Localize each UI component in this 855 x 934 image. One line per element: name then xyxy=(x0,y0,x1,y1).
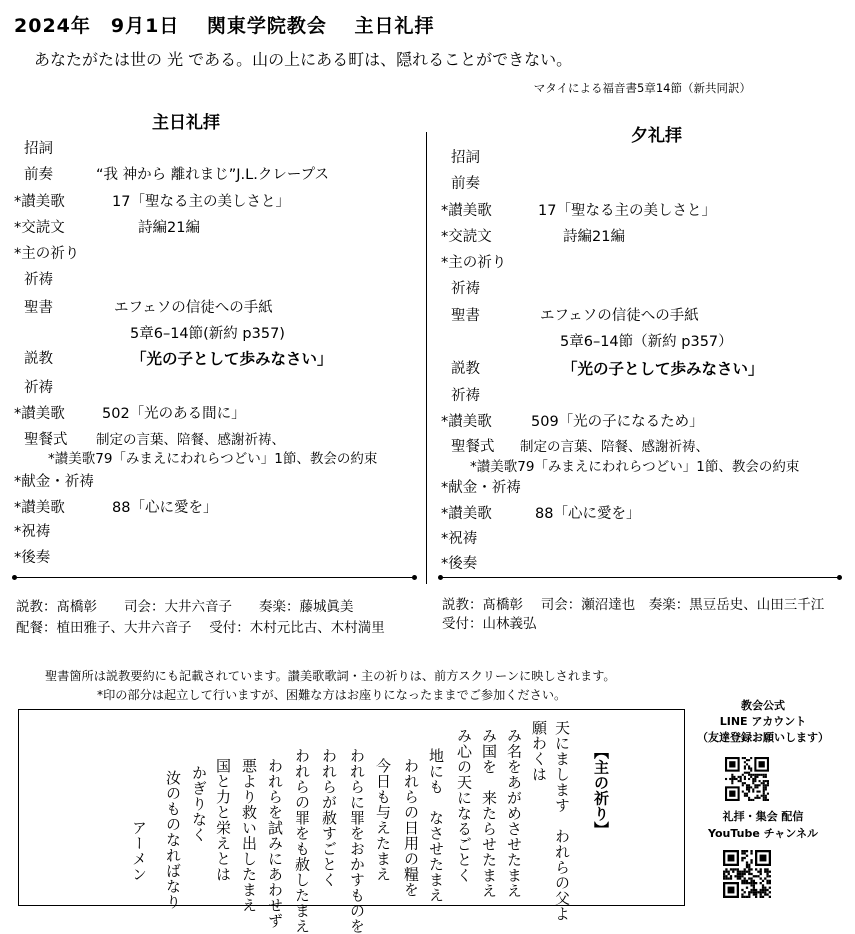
youtube-qr-code-icon[interactable] xyxy=(723,850,771,898)
side-label-line: YouTube チャンネル xyxy=(708,827,818,840)
morning-order-value: エフェソの信徒への手紙 xyxy=(114,300,273,316)
rule-dot xyxy=(12,575,17,580)
side-label-line: LINE アカウント xyxy=(719,715,807,728)
lords-prayer-line: われらの罪をも赦したまえ xyxy=(293,748,311,934)
lords-prayer-line: 今日も与えたまえ xyxy=(374,758,392,882)
lords-prayer-box xyxy=(18,709,685,934)
evening-order-label: *讃美歌 xyxy=(441,506,492,522)
morning-staff-line1: 説教：髙橋彰 司会：大井六音子 奏楽：藤城眞美 xyxy=(16,599,354,615)
evening-order-value: エフェソの信徒への手紙 xyxy=(540,308,699,324)
lords-prayer-line: み心の天になるごとく xyxy=(455,728,473,883)
lords-prayer-line: 悪より救い出したまえ xyxy=(240,758,258,913)
morning-order-label: *讃美歌 xyxy=(14,406,65,422)
evening-order-label: *献金・祈祷 xyxy=(441,480,521,496)
evening-rule xyxy=(442,577,840,578)
morning-order-label: *献金・祈祷 xyxy=(14,474,94,490)
morning-order-label: 招詞 xyxy=(24,141,53,157)
line-account-text xyxy=(678,698,848,746)
morning-order-label: 祈祷 xyxy=(24,272,53,288)
lords-prayer-line: 国と力と栄えとは xyxy=(214,758,232,882)
evening-order-value: *讃美歌79「みまえにわれらつどい」1節、教会の約束 xyxy=(470,459,800,475)
evening-order-label: *祝祷 xyxy=(441,531,478,547)
morning-order-label: 説教 xyxy=(24,351,53,367)
morning-order-value: 詩編21編 xyxy=(138,220,200,236)
evening-order-value: 5章6–14節（新約 p357） xyxy=(560,334,733,350)
lords-prayer-line: み名をあがめさせたまえ xyxy=(505,728,523,899)
evening-order-value: 詩編21編 xyxy=(563,229,625,245)
lords-prayer-line: 地にも なさせたまえ xyxy=(427,748,445,903)
morning-order-value: 5章6–14節(新約 p357) xyxy=(130,326,285,342)
morning-rule xyxy=(16,577,415,578)
morning-order-label: *交読文 xyxy=(14,220,65,236)
lords-prayer-line: 天にまします われらの父よ xyxy=(553,720,571,922)
lords-prayer-line: われらを試みにあわせず xyxy=(266,758,284,929)
evening-service-title: 夕礼拝 xyxy=(631,126,682,146)
evening-order-label: *讃美歌 xyxy=(441,414,492,430)
lords-prayer-line: われらに罪をおかすものを xyxy=(348,748,366,934)
morning-order-label: *讃美歌 xyxy=(14,194,65,210)
note-line2: *印の部分は起立して行いますが、困難な方はお座りになったままでご参加ください。 xyxy=(97,688,567,702)
youtube-channel-text xyxy=(678,808,848,842)
morning-staff-line2: 配餐：植田雅子、大井六音子 受付：木村元比古、木村満里 xyxy=(16,620,385,636)
evening-order-value: 17「聖なる主の美しさと」 xyxy=(538,203,716,219)
page-title: 2024年 9月1日 関東学院教会 主日礼拝 xyxy=(14,15,435,37)
evening-order-label: 祈祷 xyxy=(451,388,480,404)
lords-prayer-line: かぎりなく xyxy=(190,765,208,843)
rule-dot xyxy=(412,575,417,580)
morning-order-label: 祈祷 xyxy=(24,380,53,396)
lords-prayer-line: 願わくは xyxy=(530,720,548,782)
side-label-line: （友達登録お願いします） xyxy=(697,731,829,744)
morning-service-title: 主日礼拝 xyxy=(152,113,220,133)
evening-order-label: 聖書 xyxy=(451,308,480,324)
morning-order-label: 聖書 xyxy=(24,300,53,316)
morning-order-value: “我 神から 離れまじ”J.L.クレープス xyxy=(96,167,330,183)
evening-order-value: 509「光の子になるため」 xyxy=(531,414,704,430)
rule-dot xyxy=(438,575,443,580)
rule-dot xyxy=(837,575,842,580)
evening-order-label: *讃美歌 xyxy=(441,203,492,219)
lords-prayer-line: アーメン xyxy=(130,820,148,882)
evening-order-label: *後奏 xyxy=(441,556,478,572)
morning-order-label: *後奏 xyxy=(14,550,51,566)
evening-order-label: 聖餐式 xyxy=(451,439,495,455)
scripture-citation: マタイによる福音書5章14節（新共同訳） xyxy=(533,81,751,95)
youtube-channel-label xyxy=(678,808,848,842)
side-label-line: 教会公式 xyxy=(741,699,785,712)
evening-order-value: 88「心に愛を」 xyxy=(535,506,641,522)
evening-staff-line2: 受付：山林義弘 xyxy=(442,616,537,632)
morning-order-value: 制定の言葉、陪餐、感謝祈祷、 xyxy=(96,432,285,448)
morning-order-label: 前奏 xyxy=(24,167,53,183)
lords-prayer-line: われらが赦すごとく xyxy=(320,748,338,888)
morning-order-value: 502「光のある間に」 xyxy=(102,406,246,422)
column-divider xyxy=(426,132,427,584)
morning-order-value: 88「心に愛を」 xyxy=(112,500,218,516)
lords-prayer-line: み国を 来たらせたまえ xyxy=(480,728,498,899)
morning-order-label: *祝祷 xyxy=(14,524,51,540)
line-account-label xyxy=(678,698,848,746)
morning-order-value: *讃美歌79「みまえにわれらつどい」1節、教会の約束 xyxy=(48,451,378,467)
morning-order-value: 「光の子として歩みなさい」 xyxy=(131,350,333,368)
evening-order-label: 招詞 xyxy=(451,150,480,166)
lords-prayer-line: われらの日用の糧を xyxy=(402,758,420,898)
evening-order-value: 制定の言葉、陪餐、感謝祈祷、 xyxy=(520,439,709,455)
evening-order-label: 前奏 xyxy=(451,176,480,192)
evening-order-label: *主の祈り xyxy=(441,255,507,271)
evening-order-value: 「光の子として歩みなさい」 xyxy=(562,360,764,378)
scripture-verse: あなたがたは世の 光 である。山の上にある町は、隠れることができない。 xyxy=(34,50,573,69)
lords-prayer-title: 【主の祈り】 xyxy=(592,744,610,837)
note-line1: 聖書箇所は説教要約にも記載されています。讃美歌歌詞・主の祈りは、前方スクリーンに映しされます。 xyxy=(45,669,616,683)
morning-order-label: *主の祈り xyxy=(14,246,80,262)
evening-staff-line1: 説教：髙橋彰 司会：瀬沼達也 奏楽：黒豆岳史、山田三千江 xyxy=(442,597,825,613)
lords-prayer-line: 汝のものなればなり xyxy=(164,770,182,910)
morning-order-label: *讃美歌 xyxy=(14,500,65,516)
morning-order-value: 17「聖なる主の美しさと」 xyxy=(112,194,290,210)
evening-order-label: 説教 xyxy=(451,361,480,377)
morning-order-label: 聖餐式 xyxy=(24,432,68,448)
line-qr-code-icon[interactable] xyxy=(725,757,769,801)
evening-order-label: 祈祷 xyxy=(451,281,480,297)
evening-order-label: *交読文 xyxy=(441,229,492,245)
side-label-line: 礼拝・集会 配信 xyxy=(722,810,804,823)
